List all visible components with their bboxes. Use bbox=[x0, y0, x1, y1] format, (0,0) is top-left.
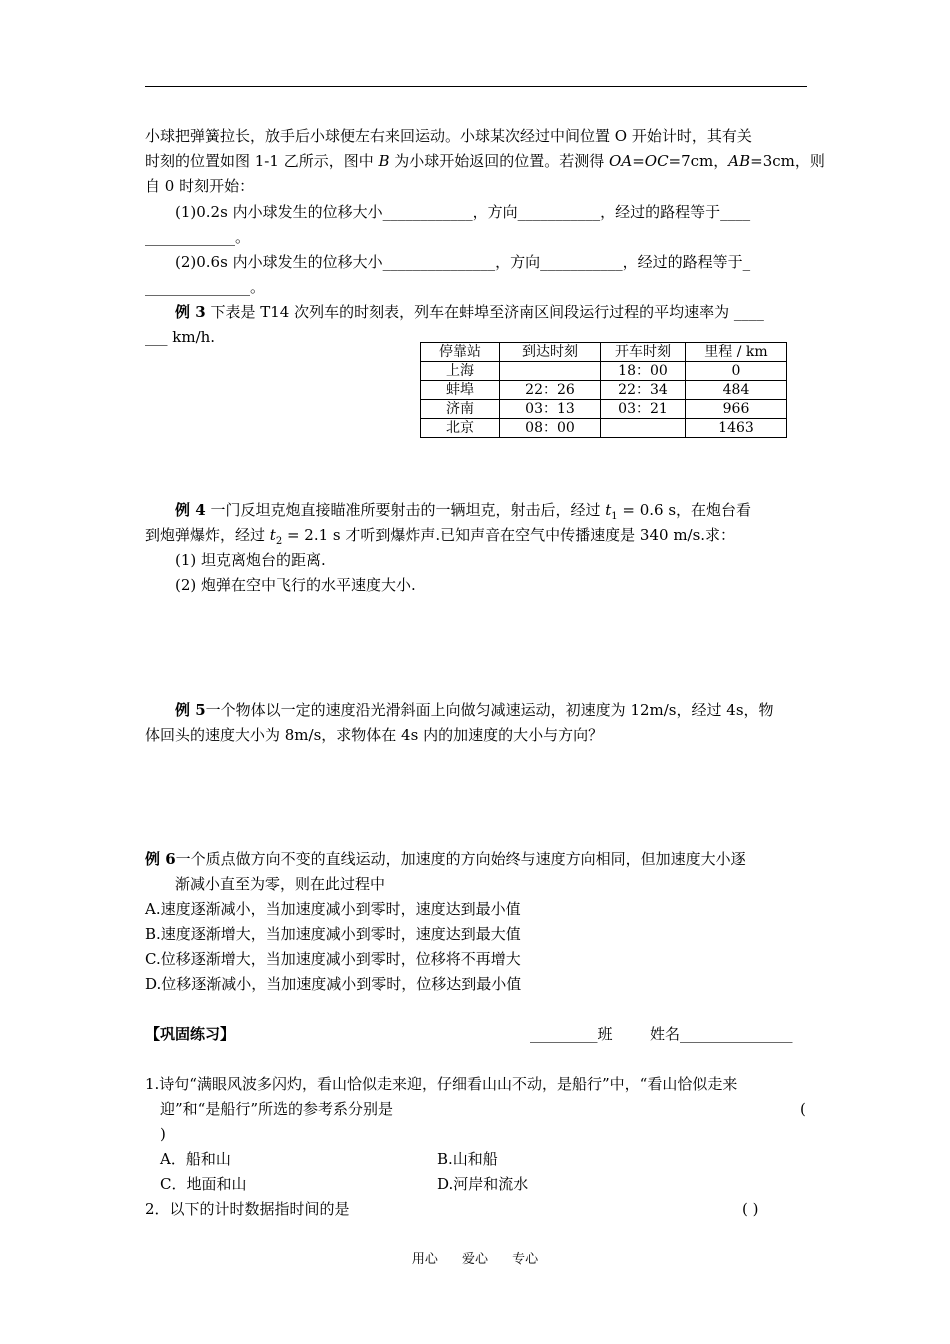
question-2: (2)0.6s 内小球发生的位移大小_______________，方向___________，经过的路程等于_ bbox=[175, 253, 751, 271]
practice-q1-line-1: 1.诗句“满眼风波多闪灼，看山恰似走来迎，仔细看山山不动，是船行”中，“看山恰似走来 bbox=[145, 1075, 738, 1093]
table-cell: 上海 bbox=[421, 362, 500, 381]
question-1: (1)0.2s 内小球发生的位移大小____________，方向___________，经过的路程等于____ bbox=[175, 203, 751, 221]
table-header: 到达时刻 bbox=[500, 343, 601, 362]
table-cell: 1463 bbox=[686, 419, 787, 438]
table-cell: 0 bbox=[686, 362, 787, 381]
intro-line-3: 自 0 时刻开始： bbox=[145, 177, 255, 195]
practice-q1-line-2: 迎”和“是船行”所选的参考系分别是 bbox=[160, 1100, 394, 1118]
example-4-line-2: 到炮弹爆炸，经过 $t_2 = 2.1$ s 才听到爆炸声.已知声音在空气中传播速度是 340 m/s.求： bbox=[145, 526, 736, 547]
table-cell: 03：21 bbox=[601, 400, 686, 419]
example-4-question-1: (1) 坦克离炮台的距离. bbox=[175, 551, 326, 569]
table-row bbox=[421, 400, 787, 419]
example-3-line-2: ___ km/h. bbox=[145, 328, 216, 346]
header-rule bbox=[145, 86, 807, 87]
class-field: _________班 bbox=[530, 1025, 613, 1043]
answer-paren-close: ) bbox=[160, 1125, 166, 1143]
table-cell: 22：34 bbox=[601, 381, 686, 400]
example-5-line-2: 体回头的速度大小为 8m/s，求物体在 4s 内的加速度的大小与方向？ bbox=[145, 726, 604, 744]
example-5-line-1: 例 5一个物体以一定的速度沿光滑斜面上向做匀减速运动，初速度为 12m/s，经过 4s，物 bbox=[175, 701, 774, 719]
name-field: 姓名_______________ bbox=[650, 1025, 793, 1043]
question-2-cont: ______________。 bbox=[145, 278, 266, 296]
table-cell: 北京 bbox=[421, 419, 500, 438]
footer-text: 专心 bbox=[512, 1252, 539, 1267]
example-4-question-2: (2) 炮弹在空中飞行的水平速度大小. bbox=[175, 576, 416, 594]
table-row bbox=[421, 419, 787, 438]
intro-line-2: 时刻的位置如图 1-1 乙所示，图中 B 为小球开始返回的位置。若测得 OA=OC=7cm，AB=3cm，则 bbox=[145, 152, 825, 170]
footer-text: 用心 bbox=[411, 1252, 438, 1267]
table-cell bbox=[500, 362, 601, 381]
practice-q2: 2．以下的计时数据指时间的是 bbox=[145, 1200, 350, 1218]
table-cell: 03：13 bbox=[500, 400, 601, 419]
example-4-line-1: 例 4 一门反坦克炮直接瞄准所要射击的一辆坦克，射击后，经过 $t_1 = 0.6$ s，在炮台看 bbox=[175, 501, 752, 522]
table-header: 开车时刻 bbox=[601, 343, 686, 362]
practice-q1-option-d: D.河岸和流水 bbox=[437, 1175, 529, 1193]
practice-q1-option-c: C．地面和山 bbox=[160, 1175, 247, 1193]
table-cell bbox=[601, 419, 686, 438]
table-header-row bbox=[421, 343, 787, 362]
table-cell: 济南 bbox=[421, 400, 500, 419]
example-6-option-c: C.位移逐渐增大，当加速度减小到零时，位移将不再增大 bbox=[145, 950, 521, 968]
example-6-line-1: 例 6一个质点做方向不变的直线运动，加速度的方向始终与速度方向相同，但加速度大小逐 bbox=[145, 850, 746, 868]
example-6-line-2: 渐减小直至为零，则在此过程中 bbox=[175, 875, 386, 893]
table-cell: 966 bbox=[686, 400, 787, 419]
practice-q2-paren: ( ) bbox=[742, 1200, 759, 1218]
table-cell: 18：00 bbox=[601, 362, 686, 381]
example-6-option-b: B.速度逐渐增大，当加速度减小到零时，速度达到最大值 bbox=[145, 925, 521, 943]
example-6-option-d: D.位移逐渐减小，当加速度减小到零时，位移达到最小值 bbox=[145, 975, 522, 993]
example-6-option-a: A.速度逐渐减小，当加速度减小到零时，速度达到最小值 bbox=[145, 900, 521, 918]
table-cell: 蚌埠 bbox=[421, 381, 500, 400]
answer-paren-open: ( bbox=[800, 1100, 806, 1118]
practice-q1-option-b: B.山和船 bbox=[437, 1150, 498, 1168]
intro-line-1: 小球把弹簧拉长，放手后小球便左右来回运动。小球某次经过中间位置 O 开始计时，其有关 bbox=[145, 127, 752, 145]
practice-q1-option-a: A．船和山 bbox=[160, 1150, 231, 1168]
table-row bbox=[421, 381, 787, 400]
table-cell: 484 bbox=[686, 381, 787, 400]
table-cell: 22：26 bbox=[500, 381, 601, 400]
table-header: 里程 / km bbox=[686, 343, 787, 362]
table-row bbox=[421, 362, 787, 381]
table-cell: 08：00 bbox=[500, 419, 601, 438]
table-header: 停靠站 bbox=[421, 343, 500, 362]
page-footer bbox=[0, 1248, 950, 1267]
footer-text: 爱心 bbox=[461, 1252, 488, 1267]
question-1-cont: ____________。 bbox=[145, 228, 251, 246]
practice-title: 【巩固练习】 bbox=[145, 1025, 236, 1043]
example-3-line-1: 例 3 下表是 T14 次列车的时刻表，列车在蚌埠至济南区间段运行过程的平均速率为 ____ bbox=[175, 303, 764, 321]
train-timetable bbox=[420, 342, 787, 438]
